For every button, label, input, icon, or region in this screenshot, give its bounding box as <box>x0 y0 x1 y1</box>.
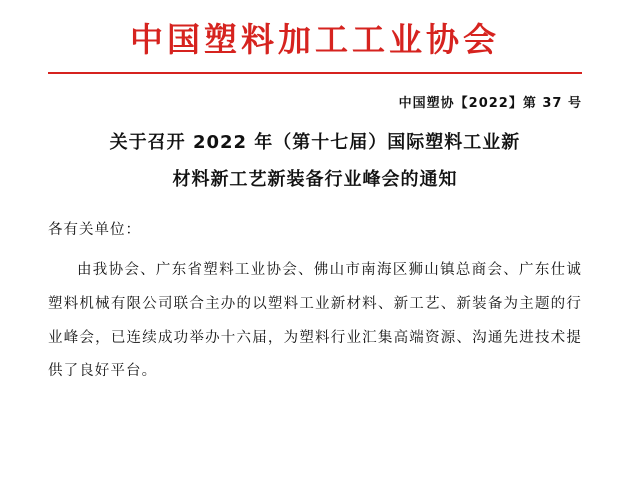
document-title-line-2: 材料新工艺新装备行业峰会的通知 <box>172 169 458 191</box>
document-title-line-1: 关于召开 2022 年（第十七届）国际塑料工业新 <box>109 132 521 154</box>
document-number: 中国塑协【2022】第 37 号 <box>398 96 582 112</box>
masthead-divider-rule <box>48 72 582 74</box>
body-paragraph-1: 由我协会、广东省塑料工业协会、佛山市南海区狮山镇总商会、广东仕诚塑料机械有限公司联合主办的以塑料工业新材料、新工艺、新装备为主题的行业峰会，已连续成功举办十六届，为塑料行业汇集高端资源、沟通先进技术提供了良好平台。 <box>48 262 582 380</box>
document-title <box>48 125 582 199</box>
salutation: 各有关单位： <box>48 222 141 239</box>
organization-masthead-title: 中国塑料加工工业协会 <box>130 20 500 59</box>
